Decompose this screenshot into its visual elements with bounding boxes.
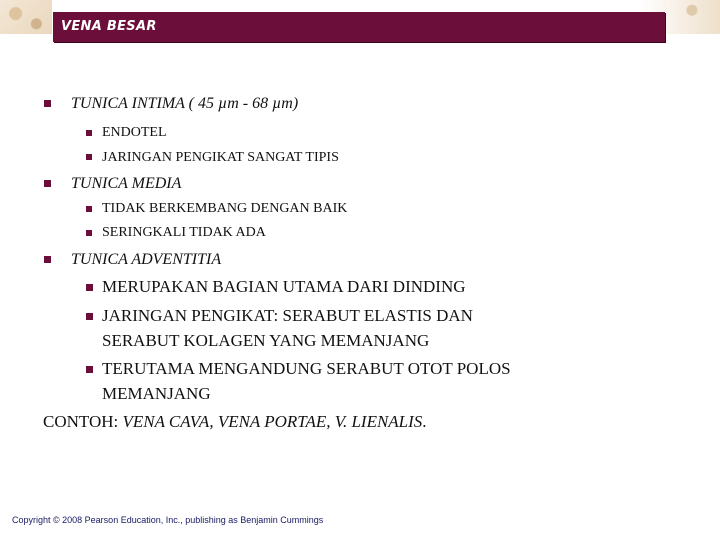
list-subitem: SERINGKALI TIDAK ADA (102, 225, 266, 240)
slide-title: VENA BESAR (61, 19, 157, 34)
bullet-square-icon (86, 366, 93, 373)
list-subitem: MERUPAKAN BAGIAN UTAMA DARI DINDING (102, 277, 466, 296)
list-subitem: JARINGAN PENGIKAT SANGAT TIPIS (102, 150, 339, 165)
bullet-square-icon (86, 206, 92, 212)
bullet-square-icon (86, 154, 92, 160)
example-suffix: . (422, 412, 427, 431)
example-prefix: CONTOH: (43, 412, 123, 431)
example-line (43, 412, 427, 432)
copyright-footer: Copyright © 2008 Pearson Education, Inc., publishing as Benjamin Cummings (12, 515, 324, 525)
example-text: VENA CAVA, VENA PORTAE, V. LIENALIS (122, 412, 423, 431)
list-item-tunica-media: TUNICA MEDIA (71, 175, 182, 192)
list-subitem-continuation: MEMANJANG (102, 384, 211, 403)
list-subitem: TERUTAMA MENGANDUNG SERABUT OTOT POLOS (102, 359, 511, 378)
list-item-tunica-intima: TUNICA INTIMA ( 45 µm - 68 µm) (71, 95, 299, 112)
bullet-square-icon (44, 180, 51, 187)
bullet-square-icon (86, 284, 93, 291)
list-subitem: TIDAK BERKEMBANG DENGAN BAIK (102, 201, 348, 216)
bullet-square-icon (86, 313, 93, 320)
list-item-tunica-adventitia: TUNICA ADVENTITIA (71, 251, 222, 268)
bullet-square-icon (44, 100, 51, 107)
bullet-square-icon (86, 130, 92, 136)
list-subitem: ENDOTEL (102, 125, 167, 140)
list-subitem-continuation: SERABUT KOLAGEN YANG MEMANJANG (102, 331, 430, 350)
bullet-square-icon (44, 256, 51, 263)
bullet-square-icon (86, 230, 92, 236)
list-subitem: JARINGAN PENGIKAT: SERABUT ELASTIS DAN (102, 306, 473, 325)
